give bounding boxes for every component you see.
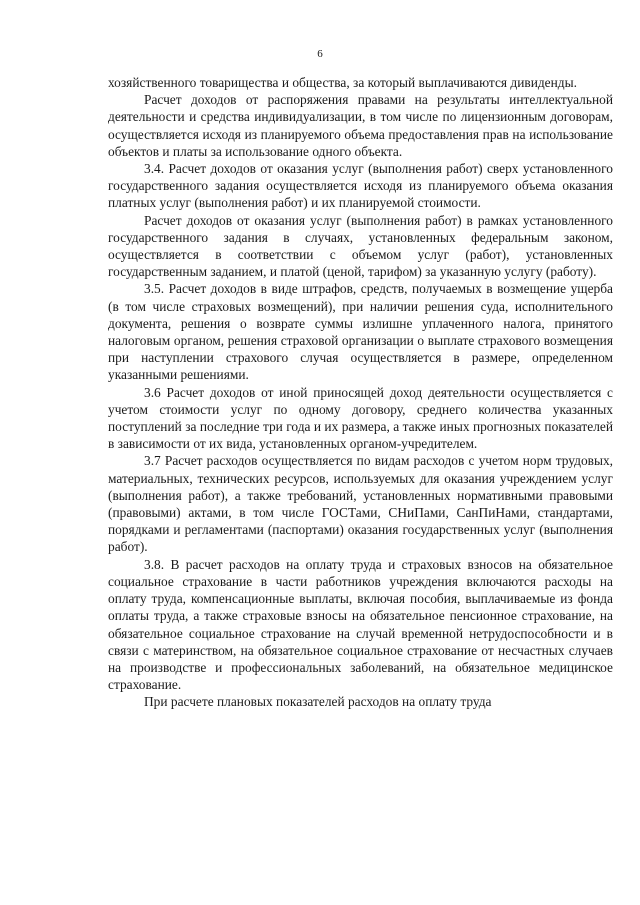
page-number: 6 [317, 48, 323, 60]
paragraph-payroll-planning: При расчете плановых показателей расходов на оплату труда [144, 694, 492, 710]
paragraph-3-5: 3.5. Расчет доходов в виде штрафов, средств, получаемых в возмещение ущерба (в том числе страховых возмещений), при наличии решения суда, исполнительного документа, решения о возврате суммы излишне уплаченного налога, принятого налоговым органом, решения страховой организации о выплате страхового возмещения при наступлении страхового случая осуществляется в размере, определенном указанными решениями. [108, 281, 613, 383]
paragraph-3-6: 3.6 Расчет доходов от иной приносящей доход деятельности осуществляется с учетом стоимости услуг по одному договору, среднего количества указанных поступлений за последние три года и их размера, а также иных прогнозных показателей в зависимости от их вида, установленных органом-учредителем. [108, 384, 613, 452]
paragraph-3-4: 3.4. Расчет доходов от оказания услуг (выполнения работ) сверх установленного государственного задания осуществляется исходя из планируемого объема оказания платных услуг (выполнения работ) и их планируемой стоимости. [108, 161, 613, 211]
paragraph-ip-rights-income: Расчет доходов от распоряжения правами на результаты интеллектуальной деятельности и средства индивидуализации, в том числе по лицензионным договорам, осуществляется исходя из планируемого объема предоставления прав на использование объектов и платы за использование одного объекта. [108, 92, 613, 159]
paragraph-state-task-income: Расчет доходов от оказания услуг (выполнения работ) в рамках установленного государственного задания в случаях, установленных федеральным законом, осуществляется в соответствии с объемом услуг (работ), установленных государственным заданием, и платой (ценой, тарифом) за указанную услугу (работу). [108, 212, 613, 280]
paragraph-3-7: 3.7 Расчет расходов осуществляется по видам расходов с учетом норм трудовых, материальных, технических ресурсов, используемых для оказания учреждением услуг (выполнения работ), а также требований, установленных нормативными правовыми (правовыми) актами, в том числе ГОСТами, СНиПами, СанПиНами, стандартами, порядками и регламентами (паспортами) оказания государственных услуг (выполнения работ). [108, 453, 613, 555]
document-body [108, 74, 613, 711]
paragraph-3-8: 3.8. В расчет расходов на оплату труда и страховых взносов на обязательное социальное страхование в части работников учреждения включаются расходы на оплату труда, компенсационные выплаты, включая пособия, выплачиваемые из фонда оплаты труда, а также страховые взносы на обязательное пенсионное страхование, на обязательное социальное страхование на случай временной нетрудоспособности и в связи с материнством, на обязательное социальное страхование от несчастных случаев на производстве и профессиональных заболеваний, на обязательное медицинское страхование. [108, 556, 613, 693]
paragraph-continuation: хозяйственного товарищества и общества, за который выплачиваются дивиденды. [108, 75, 577, 90]
